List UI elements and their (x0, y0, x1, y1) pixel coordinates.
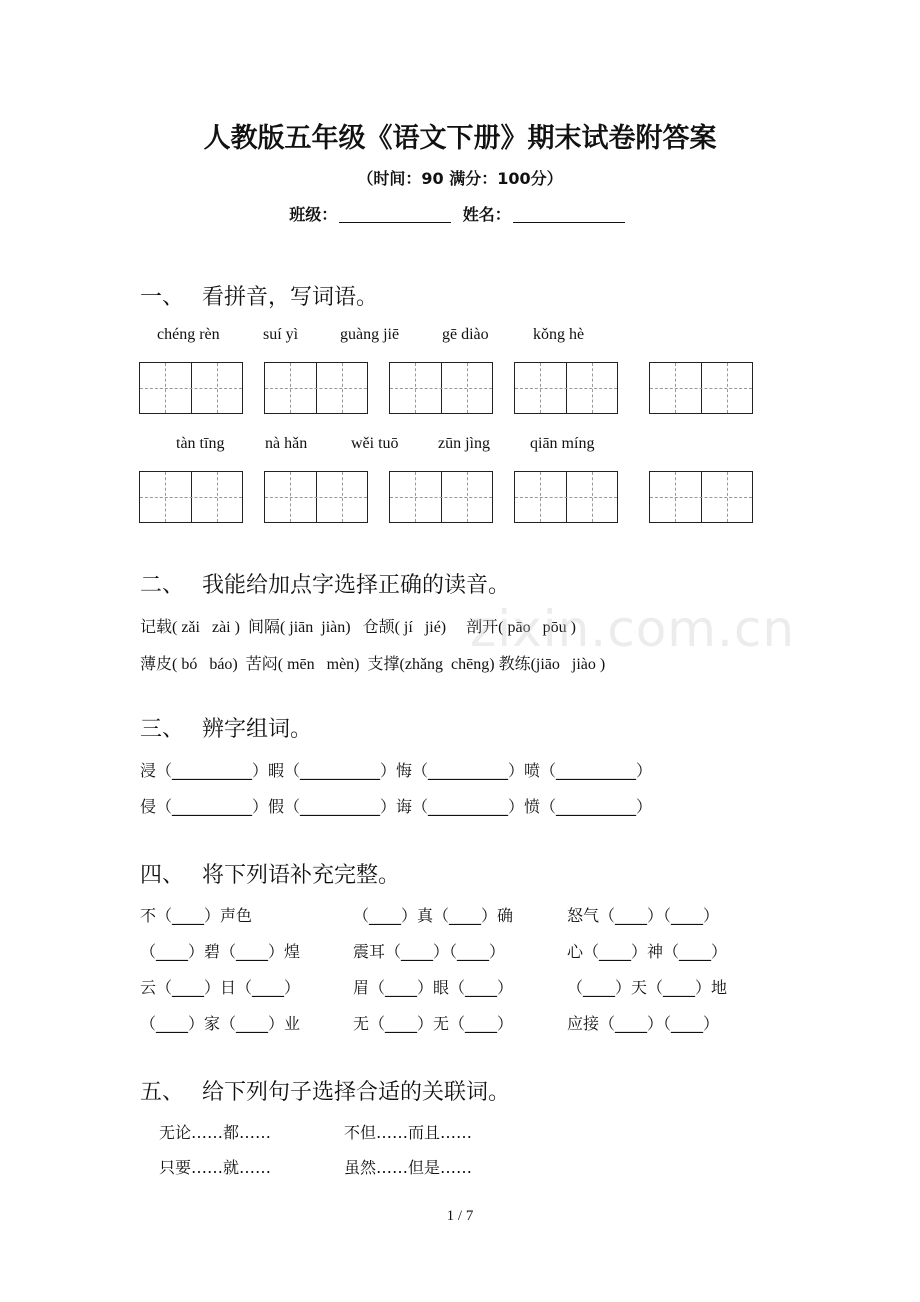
idiom-item: （____）天（____）地 (567, 978, 728, 997)
page-number: 1 / 7 (446, 1208, 474, 1224)
class-blank (339, 206, 451, 223)
section-4-heading (140, 858, 400, 889)
writing-grid-box[interactable] (389, 362, 493, 414)
writing-grid-box[interactable] (514, 471, 618, 523)
conjunction-option: 不但……而且…… (344, 1123, 473, 1142)
section-title: 给下列句子选择合适的关联词。 (202, 1080, 511, 1105)
class-label: 班级： (289, 205, 338, 224)
idiom-item: 无（____）无（____） (353, 1014, 514, 1033)
idiom-item: 震耳（____）（____） (353, 942, 506, 961)
pinyin-label: kǒng hè (533, 326, 585, 343)
pinyin-label: guàng jiē (340, 326, 400, 343)
writing-grid-box[interactable] (649, 362, 753, 414)
class-name-line (0, 202, 920, 225)
pinyin-label: chéng rèn (157, 326, 220, 343)
idiom-item: 怒气（____）（____） (567, 906, 720, 925)
writing-grid-box[interactable] (264, 362, 368, 414)
idiom-item: 眉（____）眼（____） (353, 978, 514, 997)
section-title: 看拼音，写词语。 (202, 285, 379, 310)
section-number: 四、 (140, 863, 185, 888)
section-2-heading (140, 568, 510, 599)
writing-grid-box[interactable] (389, 471, 493, 523)
word-line: 浸（__________）暇（__________）悔（__________）喷（__________） (140, 761, 653, 780)
idiom-item: 不（____）声色 (140, 906, 253, 925)
idiom-item: （____）家（____）业 (140, 1014, 301, 1033)
watermark: zixin.com.cn (470, 600, 796, 658)
section-title: 将下列语补充完整。 (202, 863, 401, 888)
pinyin-label: qiān míng (530, 435, 595, 452)
name-blank (513, 206, 625, 223)
section-title: 辨字组词。 (202, 717, 313, 742)
reading-line: 薄皮( bó báo) 苦闷( mēn mèn) 支撑(zhǎng chēng) 教练(jiāo jiào ) (140, 656, 606, 673)
writing-grid-box[interactable] (514, 362, 618, 414)
writing-grid-box[interactable] (649, 471, 753, 523)
pinyin-label: tàn tīng (176, 435, 225, 452)
writing-grid-box[interactable] (139, 362, 243, 414)
idiom-item: 云（____）日（____） (140, 978, 301, 997)
name-label: 姓名： (462, 205, 511, 224)
pinyin-label: suí yì (263, 326, 299, 343)
section-number: 二、 (140, 573, 185, 598)
pinyin-label: zūn jìng (438, 435, 490, 452)
conjunction-option: 无论……都…… (159, 1123, 272, 1142)
exam-info: （时间：90 满分：100分） (357, 169, 563, 188)
section-number: 三、 (140, 717, 185, 742)
reading-line: 记载( zǎi zài ) 间隔( jiān jiàn) 仓颉( jí jié) 剖开( pāo pōu ) (140, 619, 576, 636)
section-1-heading (140, 280, 378, 311)
section-number: 五、 (140, 1080, 185, 1105)
pinyin-label: wěi tuō (351, 435, 399, 452)
writing-grid-box[interactable] (264, 471, 368, 523)
idiom-item: 应接（____）（____） (567, 1014, 720, 1033)
idiom-item: （____）碧（____）煌 (140, 942, 301, 961)
page-title: 人教版五年级《语文下册》期末试卷附答案 (203, 123, 717, 154)
idiom-item: （____）真（____）确 (353, 906, 514, 925)
writing-grid-box[interactable] (139, 471, 243, 523)
section-5-heading (140, 1075, 510, 1106)
idiom-item: 心（____）神（____） (567, 942, 728, 961)
section-number: 一、 (140, 285, 185, 310)
pinyin-label: nà hǎn (265, 435, 308, 452)
word-line: 侵（__________）假（__________）诲（__________）愤（__________） (140, 797, 653, 816)
conjunction-option: 虽然……但是…… (344, 1158, 473, 1177)
conjunction-option: 只要……就…… (159, 1158, 272, 1177)
section-3-heading (140, 712, 312, 743)
pinyin-label: gē diào (442, 326, 489, 343)
section-title: 我能给加点字选择正确的读音。 (202, 573, 511, 598)
